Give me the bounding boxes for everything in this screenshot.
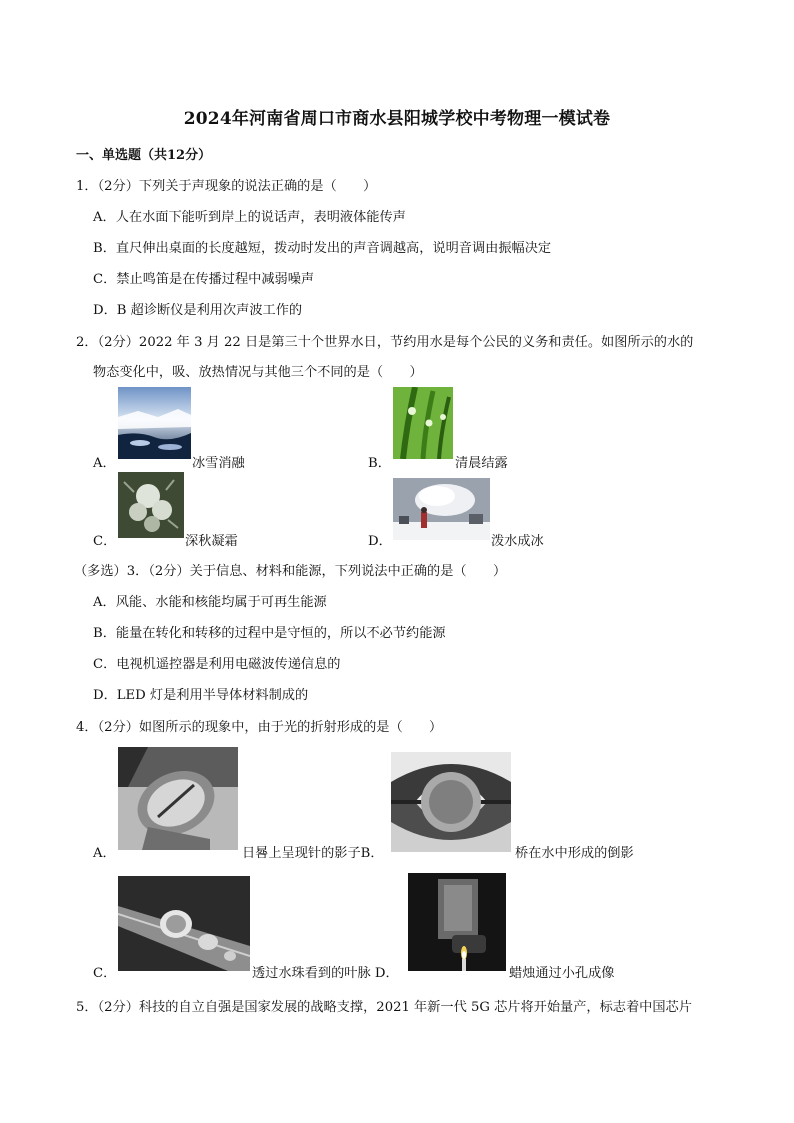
question-2-option-a-letter: A．: [93, 456, 116, 471]
bridge-reflection-image: [391, 752, 511, 852]
frost-plant-image: [118, 472, 184, 538]
question-4-option-b-caption: 桥在水中形成的倒影: [515, 846, 634, 861]
candle-pinhole-image: [408, 873, 506, 971]
question-1-option-a: A．人在水面下能听到岸上的说话声，表明液体能传声: [93, 210, 406, 225]
question-4-option-a-letter: A．: [93, 846, 116, 861]
question-3-option-c: C．电视机遥控器是利用电磁波传递信息的: [93, 657, 341, 672]
question-2-option-d-caption: 泼水成冰: [491, 534, 544, 549]
page-title: 2024年河南省周口市商水县阳城学校中考物理一模试卷: [183, 109, 611, 129]
question-1-option-b: B．直尺伸出桌面的长度越短，拨动时发出的声音调越高，说明音调由振幅决定: [93, 241, 552, 256]
question-2-stem-line2: 物态变化中，吸、放热情况与其他三个不同的是（ ）: [93, 365, 423, 380]
question-5-stem: 5．（2分）科技的自立自强是国家发展的战略支撑，2021 年新一代 5G 芯片将开始量产，标志着中国芯片: [76, 1000, 692, 1015]
question-1-stem: 1．（2分）下列关于声现象的说法正确的是（ ）: [76, 179, 377, 194]
section-heading: 一、单选题（共12分）: [76, 148, 212, 163]
ice-melting-image: [118, 387, 191, 459]
splash-ice-image: [393, 478, 490, 540]
dew-grass-image: [393, 387, 453, 459]
question-3-stem: （多选）3．（2分）关于信息、材料和能源，下列说法中正确的是（ ）: [74, 564, 507, 579]
question-4-option-d-caption: 蜡烛通过小孔成像: [509, 966, 615, 981]
question-1-option-c: C．禁止鸣笛是在传播过程中减弱噪声: [93, 272, 315, 287]
question-4-option-a-caption: 日晷上呈现针的影子B．: [242, 846, 384, 861]
question-2-option-a-caption: 冰雪消融: [192, 456, 245, 471]
question-3-option-a: A．风能、水能和核能均属于可再生能源: [93, 595, 327, 610]
question-2-option-b-letter: B．: [368, 456, 391, 471]
water-drop-leaf-image: [118, 876, 250, 971]
question-4-option-c-letter: C．: [93, 966, 117, 981]
question-2-stem-line1: 2．（2分）2022 年 3 月 22 日是第三十个世界水日，节约用水是每个公民的义务和责任。如图所示的水的: [76, 335, 694, 350]
question-2-option-b-caption: 清晨结露: [455, 456, 508, 471]
question-2-option-d-letter: D．: [368, 534, 392, 549]
question-1-option-d: D．B 超诊断仪是利用次声波工作的: [93, 303, 303, 318]
question-3-option-b: B．能量在转化和转移的过程中是守恒的，所以不必节约能源: [93, 626, 446, 641]
question-4-option-c-caption: 透过水珠看到的叶脉 D．: [252, 966, 399, 981]
sundial-image: [118, 747, 238, 850]
question-2-option-c-caption: 深秋凝霜: [185, 534, 238, 549]
question-4-stem: 4．（2分）如图所示的现象中，由于光的折射形成的是（ ）: [76, 720, 443, 735]
question-3-option-d: D．LED 灯是利用半导体材料制成的: [93, 688, 309, 703]
question-2-option-c-letter: C．: [93, 534, 117, 549]
